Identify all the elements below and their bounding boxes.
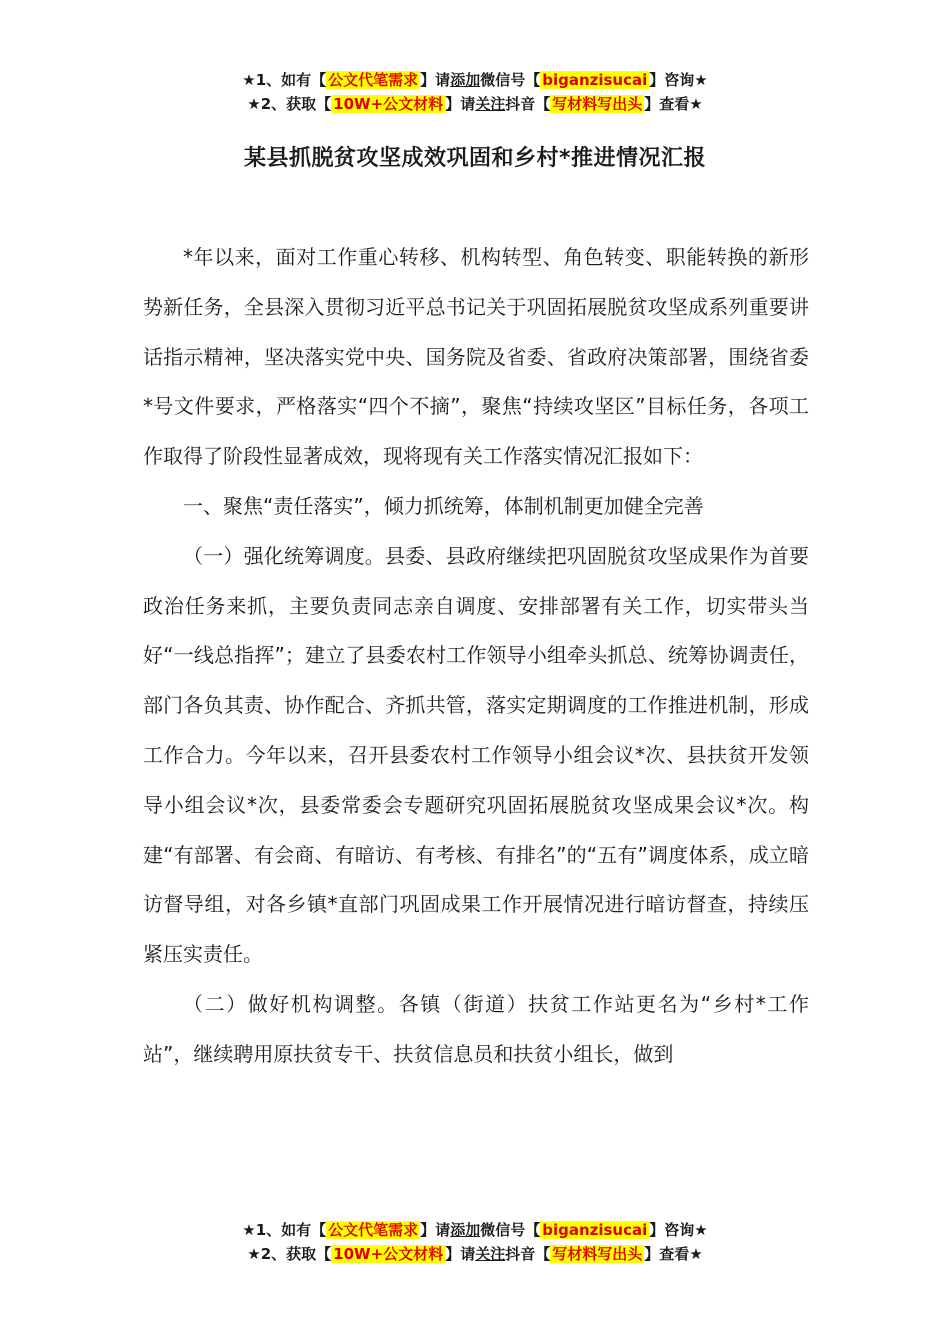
banner-highlight: biganzisucai <box>542 71 648 89</box>
paragraph-coordination: （一）强化统筹调度。县委、县政府继续把巩固脱贫攻坚成果作为首要政治任务来抓，主要负责同志亲自调度、安排部署有关工作，切实带头当好“一线总指挥”；建立了县委农村工作领导小组牵头抓总、统筹协调责任，部门各负其责、协作配合、齐抓共管，落实定期调度的工作推进机制，形成工作合力。今年以来，召开县委农村工作领导小组会议*次、县扶贫开发领导小组会议*次，县委常委会专题研究巩固拓展脱贫攻坚成果会议*次。构建“有部署、有会商、有暗访、有考核、有排名”的“五有”调度体系，成立暗访督导组，对各乡镇*直部门巩固成果工作开展情况进行暗访督查，持续压紧压实责任。 <box>143 543 809 967</box>
banner-line-1 <box>0 1218 950 1242</box>
document-body <box>143 233 809 1080</box>
banner-text: 】咨询★ <box>649 71 708 89</box>
banner-line-1 <box>0 68 950 92</box>
banner-highlight: 公文代笔需求 <box>328 1221 419 1239</box>
banner-text: 抖音【 <box>505 95 551 113</box>
section-heading: 一、聚焦“责任落实”，倾力抓统筹，体制机制更加健全完善 <box>183 493 704 518</box>
banner-highlight: 写材料写出头 <box>552 1245 643 1263</box>
banner-underlined: 关注 <box>475 1245 506 1263</box>
banner-underlined: 关注 <box>475 95 506 113</box>
banner-text: 微信号【 <box>480 71 541 89</box>
banner-text: 】咨询★ <box>649 1221 708 1239</box>
paragraph-intro: *年以来，面对工作重心转移、机构转型、角色转变、职能转换的新形势新任务，全县深入贯彻习近平总书记关于巩固拓展脱贫攻坚成系列重要讲话指示精神，坚决落实党中央、国务院及省委、省政府决策部署，围绕省委*号文件要求，严格落实“四个不摘”，聚焦“持续攻坚区”目标任务，各项工作取得了阶段性显著成效，现将现有关工作落实情况汇报如下： <box>143 245 809 469</box>
banner-text: 】请 <box>420 1221 451 1239</box>
banner-line-2 <box>0 1242 950 1266</box>
document-title: 某县抓脱贫攻坚成效巩固和乡村*推进情况汇报 <box>243 146 706 171</box>
banner-highlight: 写材料写出头 <box>552 95 643 113</box>
banner-highlight: 公文代笔需求 <box>328 71 419 89</box>
banner-text: 】查看★ <box>644 95 703 113</box>
banner-text: 】请 <box>445 1245 476 1263</box>
banner-underlined: 添加 <box>450 71 481 89</box>
banner-underlined: 添加 <box>450 1221 481 1239</box>
banner-line-2 <box>0 92 950 116</box>
paragraph-institution: （二）做好机构调整。各镇（街道）扶贫工作站更名为“乡村*工作站”，继续聘用原扶贫专干、扶贫信息员和扶贫小组长，做到 <box>143 991 809 1066</box>
banner-text: 抖音【 <box>505 1245 551 1263</box>
banner-text: 】请 <box>445 95 476 113</box>
banner-text: 】请 <box>420 71 451 89</box>
footer-banner <box>0 1218 950 1266</box>
banner-highlight: 10W+公文材料 <box>333 95 444 113</box>
banner-highlight: 10W+公文材料 <box>333 1245 444 1263</box>
banner-text: 】查看★ <box>644 1245 703 1263</box>
banner-text: 微信号【 <box>480 1221 541 1239</box>
banner-text: ★2、获取【 <box>247 1245 332 1263</box>
header-banner <box>0 68 950 116</box>
banner-text: ★1、如有【 <box>242 1221 327 1239</box>
banner-text: ★2、获取【 <box>247 95 332 113</box>
banner-text: ★1、如有【 <box>242 71 327 89</box>
banner-highlight: biganzisucai <box>542 1221 648 1239</box>
